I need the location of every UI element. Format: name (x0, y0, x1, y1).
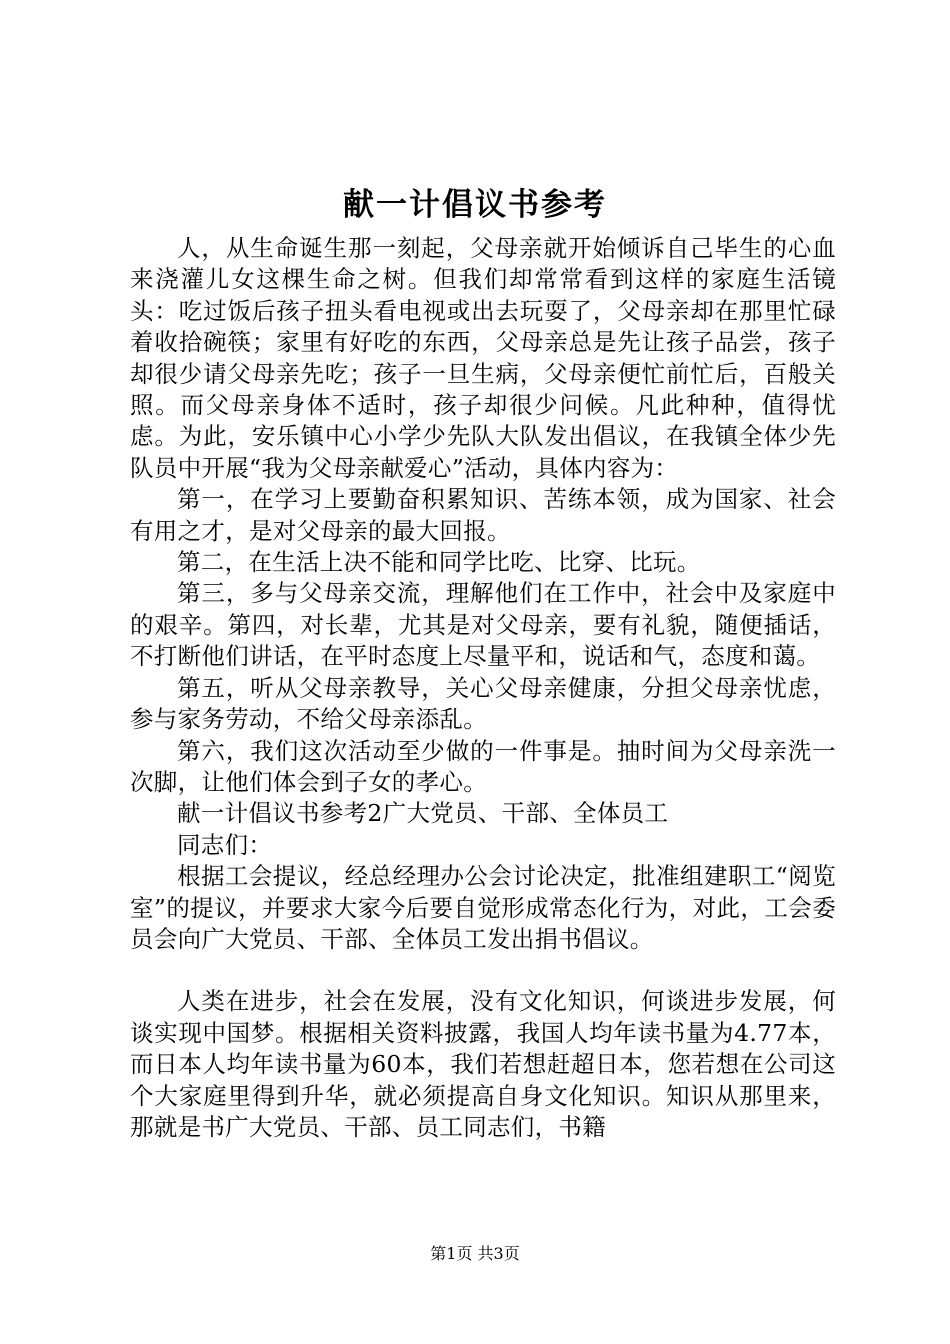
paragraph-intro: 人，从生命诞生那一刻起，父母亲就开始倾诉自己毕生的心血来浇灌儿女这棵生命之树。但我们却常常看到这样的家庭生活镜头：吃过饭后孩子扭头看电视或出去玩耍了，父母亲却在那里忙碌着收拾碗筷；家里有好吃的东西，父母亲总是先让孩子品尝，孩子却很少请父母亲先吃；孩子一旦生病，父母亲便忙前忙后，百般关照。而父母亲身体不适时，孩子却很少问候。凡此种种，值得忧虑。为此，安乐镇中心小学少先队大队发出倡议，在我镇全体少先队员中开展“我为父母亲献爱心”活动，具体内容为： (130, 234, 836, 482)
paragraph-item-2: 第二，在生活上决不能和同学比吃、比穿、比玩。 (177, 548, 701, 577)
paragraph-item-1: 第一，在学习上要勤奋积累知识、苦练本领，成为国家、社会有用之才，是对父母亲的最大回报。 (130, 485, 836, 545)
document-body (130, 233, 836, 1143)
document-title: 献一计倡议书参考 (343, 187, 607, 223)
paragraph-proposal: 根据工会提议，经总经理办公会讨论决定，批准组建职工“阅览室”的提议，并要求大家今后要自觉形成常态化行为，对此，工会委员会向广大党员、干部、全体员工发出捐书倡议。 (130, 862, 836, 953)
paragraph-item-5: 第五，听从父母亲教导，关心父母亲健康，分担父母亲忧虑，参与家务劳动，不给父母亲添乱。 (130, 673, 836, 734)
paragraph-reading: 人类在进步，社会在发展，没有文化知识，何谈进步发展，何谈实现中国梦。根据相关资料披露，我国人均年读书量为4.77本，而日本人均年读书量为60本，我们若想赶超日本，您若想在公司这个大家庭里得到升华，就必须提高自身文化知识。知识从那里来，那就是书广大党员、干部、员工同志们，书籍 (130, 987, 836, 1141)
paragraph-section-2-heading: 献一计倡议书参考2广大党员、干部、全体员工 (177, 799, 669, 828)
paragraph-salutation: 同志们： (177, 830, 273, 859)
paragraph-item-6: 第六，我们这次活动至少做的一件事是。抽时间为父母亲洗一次脚，让他们体会到子女的孝心。 (130, 736, 836, 796)
paragraph-item-3-4: 第三，多与父母亲交流，理解他们在工作中，社会中及家庭中的艰辛。第四，对长辈，尤其是对父母亲，要有礼貌，随便插话，不打断他们讲话，在平时态度上尽量平和，说话和气，态度和蔼。 (130, 579, 836, 671)
page-footer: 第1页 共3页 (430, 1244, 520, 1263)
